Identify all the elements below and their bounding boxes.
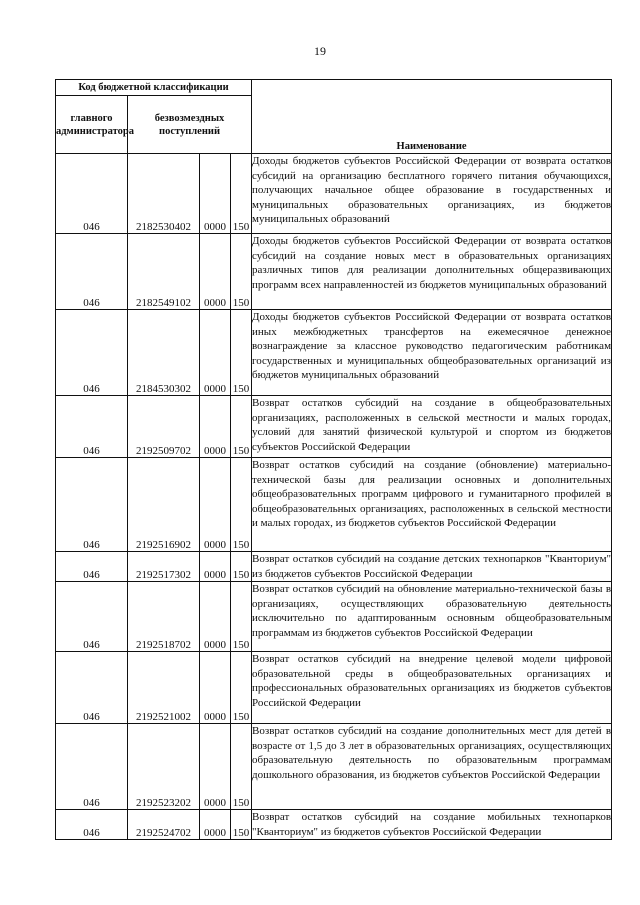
table-row [56,234,612,310]
cell-kind-code: 150 [231,724,252,810]
cell-admin-code: 046 [56,652,128,724]
table-row [56,396,612,458]
table-row [56,458,612,552]
cell-admin-code: 046 [56,310,128,396]
cell-description: Доходы бюджетов субъектов Российской Федерации от возврата остатков иных межбюджетных трансфертов на ежемесячное денежное вознаграждение за классное руководство педагогическим работникам государственных и муниципальных общеобразовательных организаций из бюджетов муниципальных образований [252,310,612,396]
table-row [56,310,612,396]
cell-kind-code: 150 [231,458,252,552]
cell-description: Доходы бюджетов субъектов Российской Федерации от возврата остатков субсидий на создание новых мест в образовательных организациях различных типов для реализации дополнительных общеразвивающих программ всех направленностей из бюджетов муниципальных образований [252,234,612,310]
cell-kind-code: 150 [231,582,252,652]
cell-admin-code: 046 [56,724,128,810]
cell-subtype-code: 0000 [200,154,231,234]
cell-subtype-code: 0000 [200,810,231,840]
cell-admin-code: 046 [56,810,128,840]
cell-subtype-code: 0000 [200,458,231,552]
table-row [56,724,612,810]
table-row [56,652,612,724]
budget-classification-table [55,79,612,840]
cell-admin-code: 046 [56,154,128,234]
cell-kind-code: 150 [231,652,252,724]
cell-subtype-code: 0000 [200,310,231,396]
cell-kind-code: 150 [231,310,252,396]
cell-subtype-code: 0000 [200,552,231,582]
cell-kind-code: 150 [231,810,252,840]
cell-kind-code: 150 [231,396,252,458]
cell-admin-code: 046 [56,552,128,582]
cell-income-code: 2192524702 [128,810,200,840]
cell-income-code: 2192521002 [128,652,200,724]
table-row [56,154,612,234]
table-row [56,810,612,840]
cell-income-code: 2184530302 [128,310,200,396]
cell-admin-code: 046 [56,458,128,552]
cell-subtype-code: 0000 [200,582,231,652]
header-bezvozmezdnye: безвозмездных поступлений [128,96,252,154]
cell-income-code: 2192509702 [128,396,200,458]
cell-income-code: 2192517302 [128,552,200,582]
cell-description: Возврат остатков субсидий на создание детских технопарков "Кванториум" из бюджетов субъектов Российской Федерации [252,553,612,580]
table-row [56,552,612,582]
page-number: 19 [314,44,326,58]
table-row [56,582,612,652]
cell-subtype-code: 0000 [200,234,231,310]
cell-description: Доходы бюджетов субъектов Российской Федерации от возврата остатков субсидий на организацию бесплатного горячего питания обучающихся, получающих начальное общее образование в государственных и муниципальных образовательных организациях, из бюджетов муниципальных образований [252,154,612,234]
cell-admin-code: 046 [56,396,128,458]
cell-subtype-code: 0000 [200,396,231,458]
cell-admin-code: 046 [56,582,128,652]
cell-description: Возврат остатков субсидий на внедрение целевой модели цифровой образовательной среды в общеобразовательных организациях и профессиональных образовательных организациях из бюджетов субъектов Российской Федерации [252,652,612,724]
cell-subtype-code: 0000 [200,724,231,810]
cell-income-code: 2192518702 [128,582,200,652]
cell-kind-code: 150 [231,154,252,234]
cell-kind-code: 150 [231,234,252,310]
cell-income-code: 2182530402 [128,154,200,234]
cell-description: Возврат остатков субсидий на создание (обновление) материально-технической базы для реализации основных и дополнительных общеобразовательных программ цифрового и гуманитарного профилей в общеобразовательных организациях, расположенных в сельской местности и малых городах, из бюджетов субъектов Российской Федерации [252,458,612,552]
cell-admin-code: 046 [56,234,128,310]
cell-subtype-code: 0000 [200,652,231,724]
cell-income-code: 2192516902 [128,458,200,552]
header-name: Наименование [252,80,612,154]
cell-description: Возврат остатков субсидий на создание в общеобразовательных организациях, расположенных в сельской местности и малых городах, условий для занятий физической культурой и спортом из бюджетов субъектов Российской Федерации [252,396,612,458]
cell-income-code: 2182549102 [128,234,200,310]
cell-description: Возврат остатков субсидий на обновление материально-технической базы в организациях, осуществляющих образовательную деятельность исключительно по адаптированным основным общеобразовательным программам из бюджетов субъектов Российской Федерации [252,582,612,652]
cell-kind-code: 150 [231,552,252,582]
header-budget-code-group: Код бюджетной классификации [56,80,252,96]
cell-description: Возврат остатков субсидий на создание дополнительных мест для детей в возрасте от 1,5 до 3 лет в образовательных организациях, осуществляющих образовательную деятельность по образовательным программам дошкольного образования, из бюджетов субъектов Российской Федерации [252,724,612,810]
cell-income-code: 2192523202 [128,724,200,810]
header-admin: главного администратора [56,96,128,154]
cell-description: Возврат остатков субсидий на создание мобильных технопарков "Кванториум" из бюджетов субъектов Российской Федерации [252,811,612,838]
